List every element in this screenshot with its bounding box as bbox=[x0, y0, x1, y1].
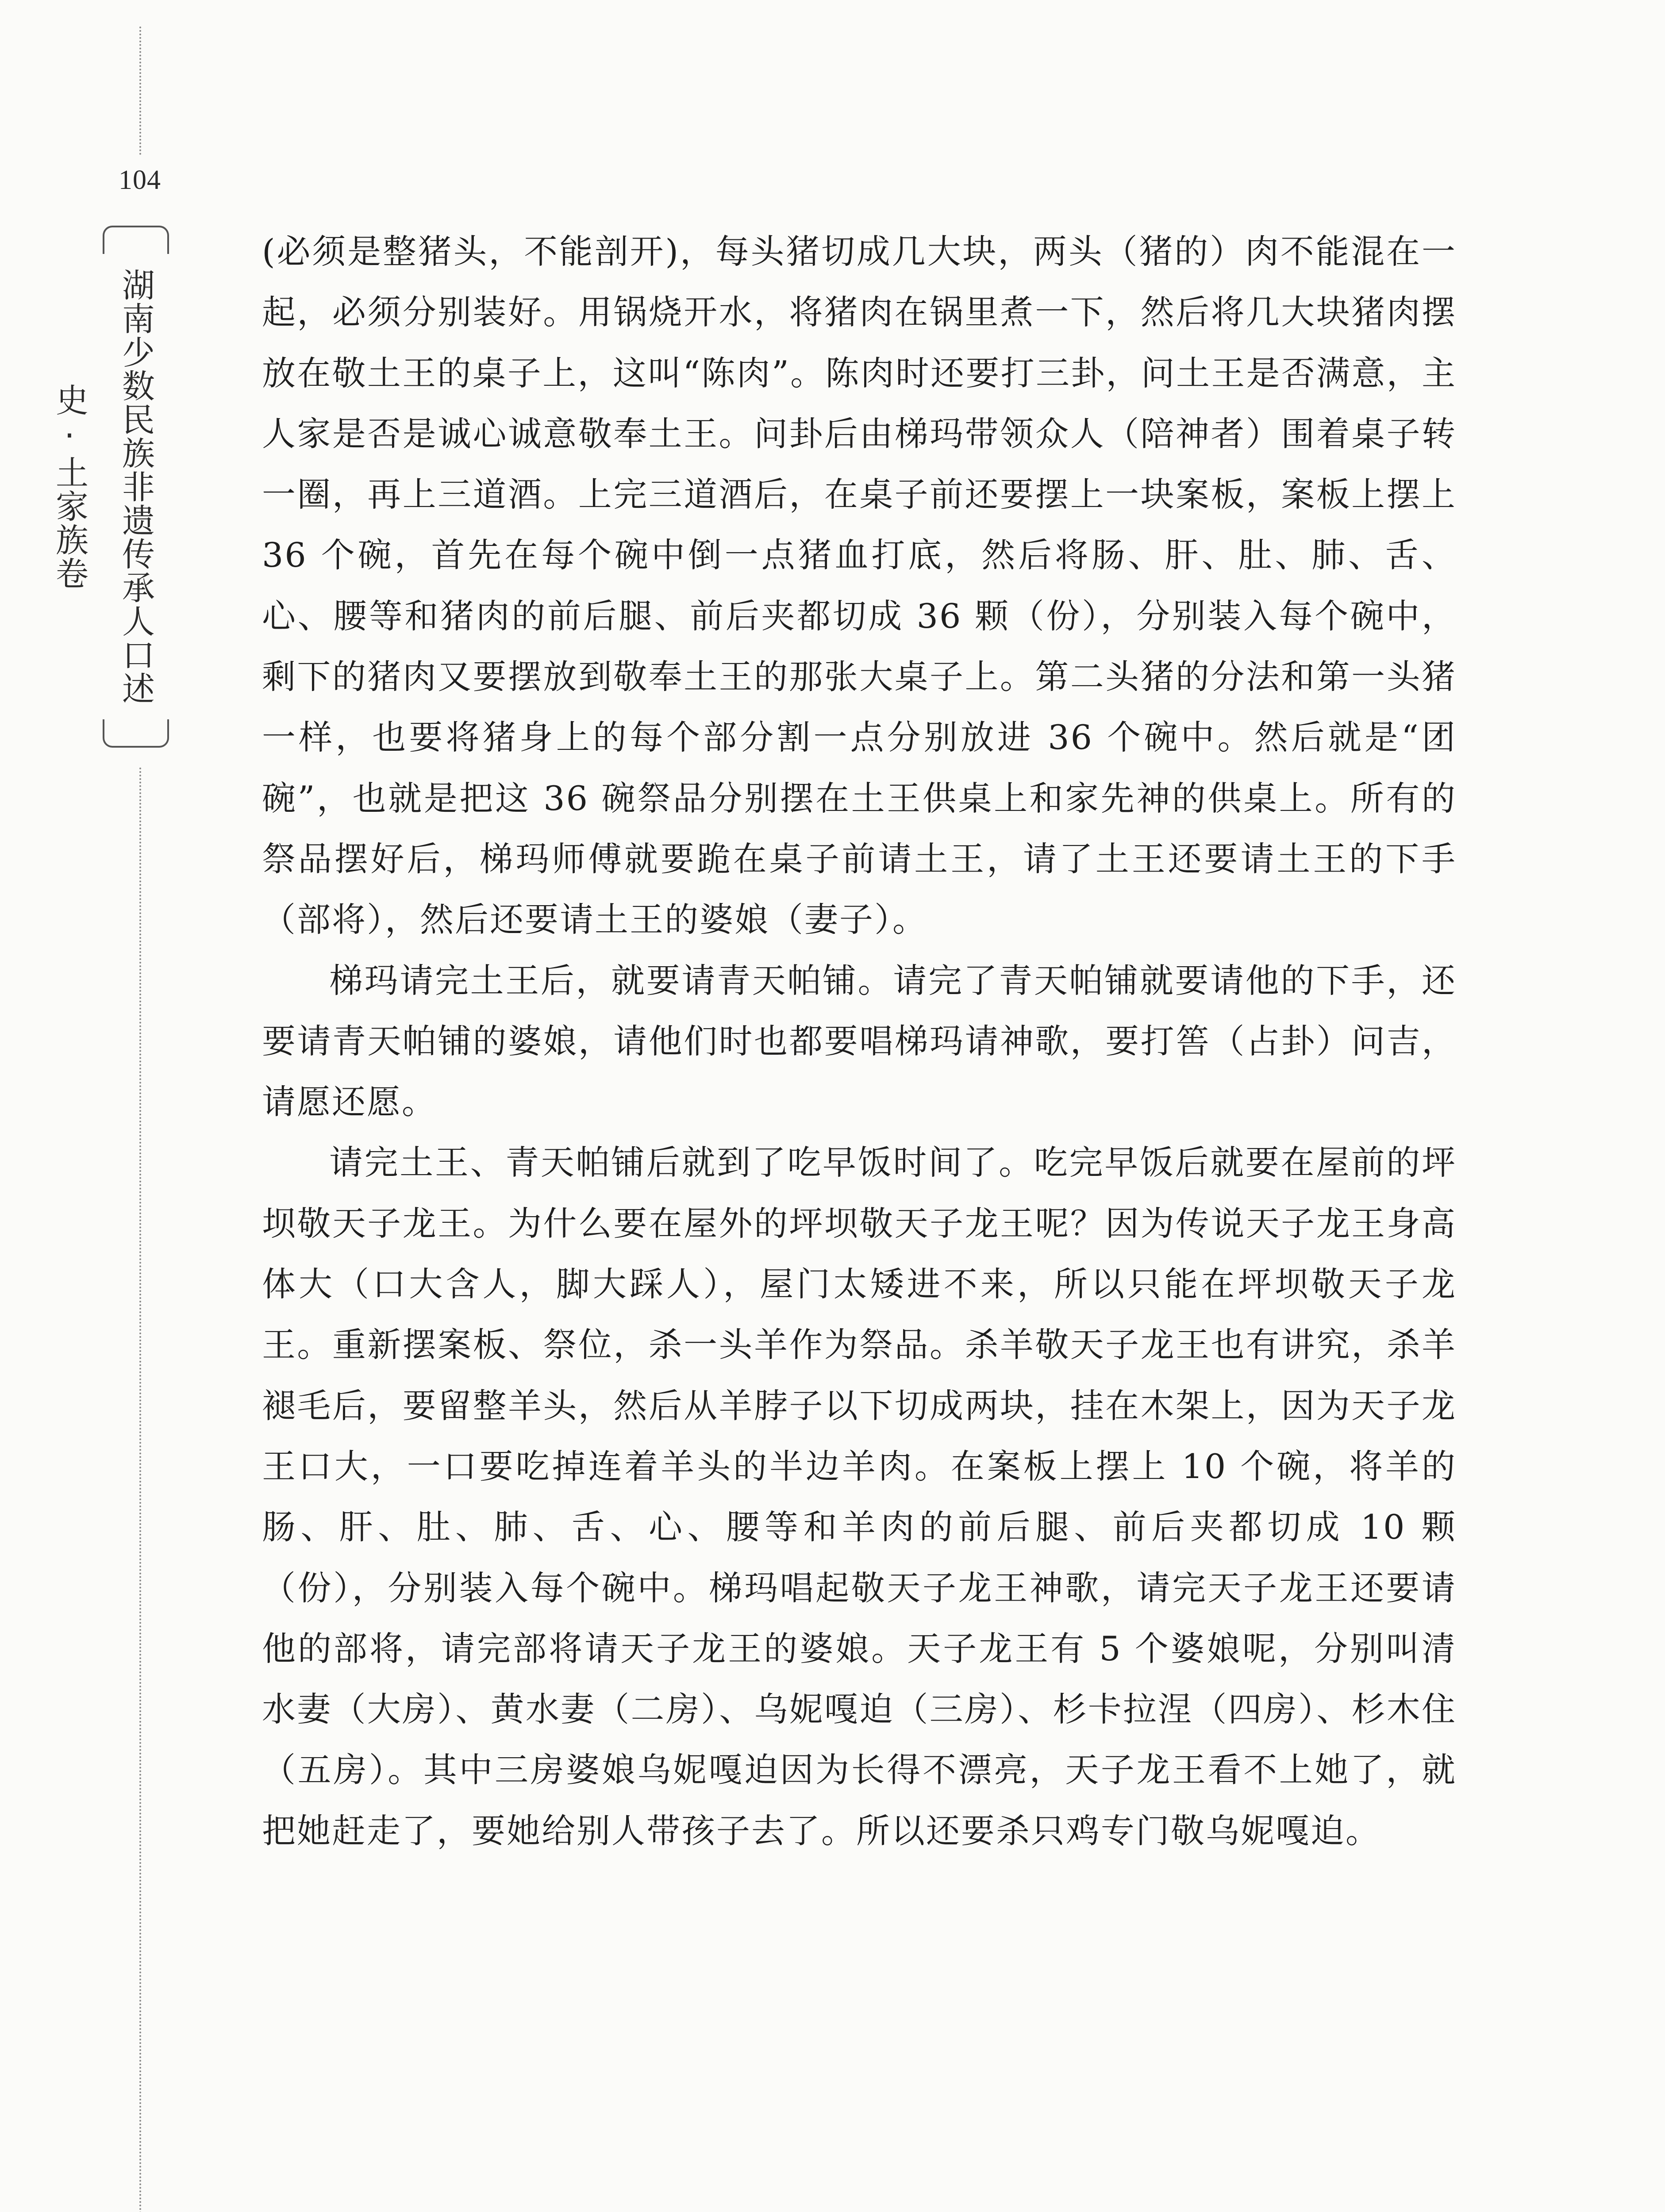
series-title-box bbox=[50, 226, 169, 748]
paragraph-3: 请完土王、青天帕铺后就到了吃早饭时间了。吃完早饭后就要在屋前的坪坝敬天子龙王。为什么要在屋外的坪坝敬天子龙王呢？因为传说天子龙王身高体大（口大含人，脚大踩人），屋门太矮进不来，所以只能在坪坝敬天子龙王。重新摆案板、祭位，杀一头羊作为祭品。杀羊敬天子龙王也有讲究，杀羊褪毛后，要留整羊头，然后从羊脖子以下切成两块，挂在木架上，因为天子龙王口大，一口要吃掉连着羊头的半边羊肉。在案板上摆上 10 个碗，将羊的肠、肝、肚、肺、舌、心、腰等和羊肉的前后腿、前后夹都切成 10 颗（份），分别装入每个碗中。梯玛唱起敬天子龙王神歌，请完天子龙王还要请他的部将，请完部将请天子龙王的婆娘。天子龙王有 5 个婆娘呢，分别叫清水妻（大房）、黄水妻（二房）、乌妮嘎迫（三房）、杉卡拉涅（四房）、杉木住（五房）。其中三房婆娘乌妮嘎迫因为长得不漂亮，天子龙王看不上她了，就把她赶走了，要她给别人带孩子去了。所以还要杀只鸡专门敬乌妮嘎迫。 bbox=[262, 1143, 1457, 1851]
bracket-top bbox=[103, 226, 169, 254]
paragraph-2: 梯玛请完土王后，就要请青天帕铺。请完了青天帕铺就要请他的下手，还要请青天帕铺的婆娘，请他们时也都要唱梯玛请神歌，要打筶（占卦）问吉，请愿还愿。 bbox=[262, 960, 1457, 1122]
paragraph-1: (必须是整猪头，不能剖开)，每头猪切成几大块，两头（猪的）肉不能混在一起，必须分别装好。用锅烧开水，将猪肉在锅里煮一下，然后将几大块猪肉摆放在敬土王的桌子上，这叫“陈肉”。陈肉时还要打三卦，问土王是否满意，主人家是否是诚心诚意敬奉土王。问卦后由梯玛带领众人（陪神者）围着桌子转一圈，再上三道酒。上完三道酒后，在桌子前还要摆上一块案板，案板上摆上 36 个碗，首先在每个碗中倒一点猪血打底，然后将肠、肝、肚、肺、舌、心、腰等和猪肉的前后腿、前后夹都切成 36 颗（份），分别装入每个碗中，剩下的猪肉又要摆放到敬奉土王的那张大桌子上。第二头猪的分法和第一头猪一样，也要将猪身上的每个部分割一点分别放进 36 个碗中。然后就是“团碗”，也就是把这 36 碗祭品分别摆在土王供桌上和家先神的供桌上。所有的祭品摆好后，梯玛师傅就要跪在桌子前请土王，请了土王还要请土王的下手（部将），然后还要请土王的婆娘（妻子）。 bbox=[262, 232, 1457, 940]
margin-rule-bottom bbox=[139, 768, 141, 2212]
bracket-bottom bbox=[103, 719, 169, 748]
series-title: 湖南少数民族非遗传承人口述史·土家族卷 bbox=[50, 268, 155, 705]
body-text bbox=[262, 221, 1457, 1861]
margin-rule-top bbox=[139, 27, 141, 155]
page-number: 104 bbox=[119, 165, 161, 195]
